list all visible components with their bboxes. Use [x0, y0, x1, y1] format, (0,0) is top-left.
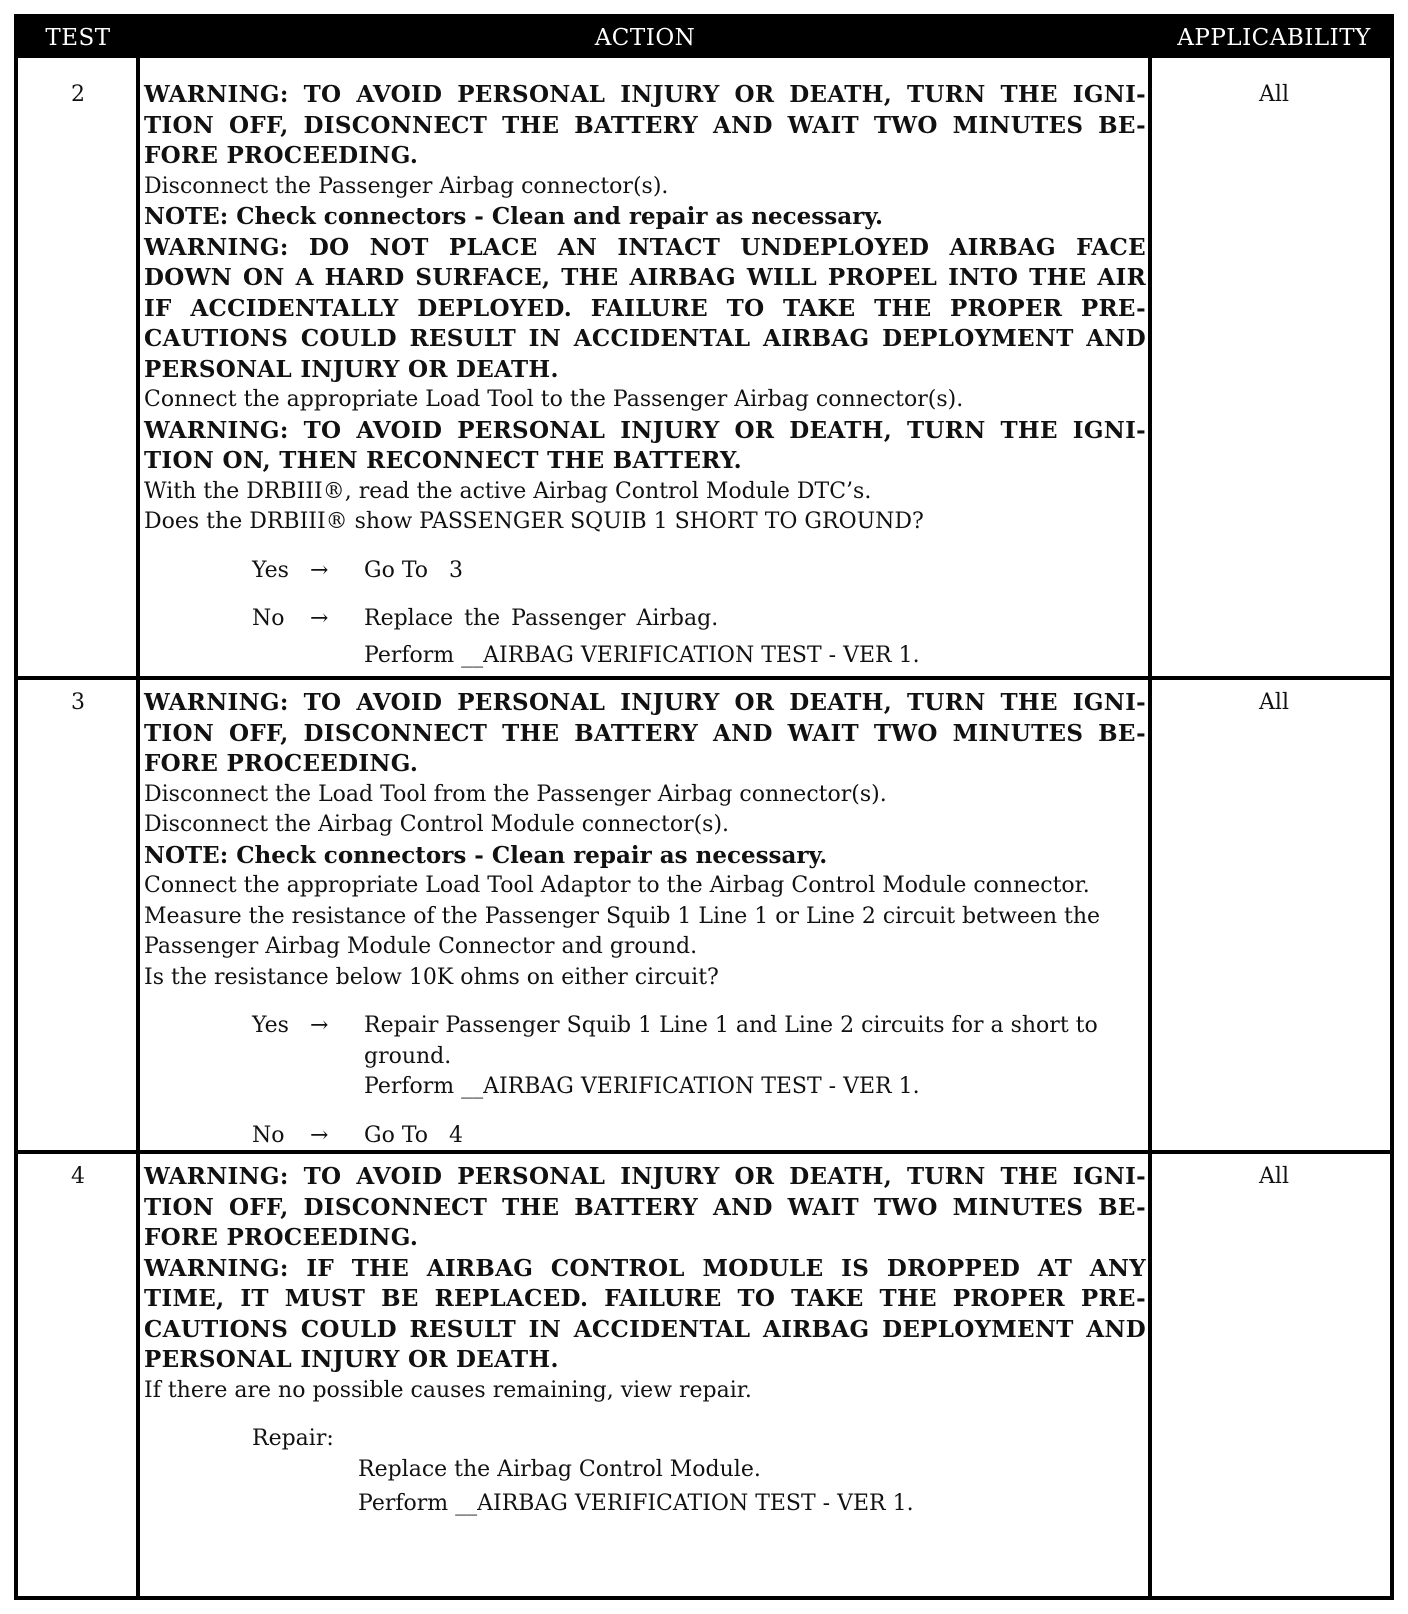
applicability-value: All — [1259, 690, 1289, 715]
arrow-icon: → — [310, 557, 329, 583]
table-header — [18, 18, 1390, 58]
step-text: Connect the appropriate Load Tool to the Passenger Airbag connector(s). — [144, 387, 964, 412]
yes-result: Repair Passenger Squib 1 Line 1 and Line 2 circuits for a short to ground. — [364, 1013, 1098, 1069]
action-cell — [144, 80, 1146, 666]
no-label: No — [252, 606, 285, 631]
question-text: Does the DRBIII® show PASSENGER SQUIB 1 SHORT TO GROUND? — [144, 509, 924, 534]
test-number: 3 — [71, 690, 85, 715]
question-text: Is the resistance below 10K ohms on either circuit? — [144, 964, 719, 990]
step-text: Measure the resistance of the Passenger Squib 1 Line 1 or Line 2 circuit between the Passenger Airbag Module Connector and ground. — [144, 903, 1101, 959]
diagnostic-table — [14, 14, 1394, 1600]
repair-block — [358, 1455, 1146, 1520]
test-number: 2 — [71, 82, 85, 107]
answer-yes — [252, 1011, 1146, 1103]
answer-no — [252, 604, 1146, 666]
yes-label: Yes — [252, 1013, 289, 1038]
warning-text: WARNING: IF THE AIRBAG CONTROL MODULE IS DROPPED AT ANY TIME, IT MUST BE REPLACED. FAILURE TO TAKE THE PROPER PRE- CAUTIONS COULD RESULT IN ACCIDENTAL AIRBAG DEPLOYMENT AND PERSONAL INJURY OR DEATH. — [144, 1254, 1146, 1373]
yes-label: Yes — [252, 557, 289, 583]
perform-test-text: Perform __AIRBAG VERIFICATION TEST - VER 1. — [358, 1491, 914, 1516]
answer-yes — [252, 556, 1146, 587]
action-cell — [144, 1162, 1146, 1520]
perform-test-text: Perform __AIRBAG VERIFICATION TEST - VER 1. — [364, 1074, 920, 1099]
no-result: Replace the Passenger Airbag. — [364, 606, 719, 631]
no-label: No — [252, 1123, 285, 1148]
step-text: Connect the appropriate Load Tool Adaptor to the Airbag Control Module connector. — [144, 873, 1090, 898]
warning-text: WARNING: TO AVOID PERSONAL INJURY OR DEATH, TURN THE IGNI- TION OFF, DISCONNECT THE BATTERY AND WAIT TWO MINUTES BE- FORE PROCEEDING. — [144, 689, 1146, 777]
no-result: Go To 4 — [364, 1123, 463, 1148]
table-row-test-3 — [18, 676, 1390, 1150]
action-cell — [144, 688, 1146, 1152]
header-test: TEST — [45, 25, 111, 51]
step-text: Disconnect the Airbag Control Module connector(s). — [144, 812, 730, 837]
warning-text: WARNING: TO AVOID PERSONAL INJURY OR DEATH, TURN THE IGNI- TION OFF, DISCONNECT THE BATTERY AND WAIT TWO MINUTES BE- FORE PROCEEDING. — [144, 1163, 1146, 1251]
arrow-icon: → — [310, 1123, 329, 1148]
table-row-test-4 — [18, 1150, 1390, 1600]
header-applicability: APPLICABILITY — [1177, 25, 1371, 51]
header-action: ACTION — [594, 25, 696, 51]
note-text: NOTE: Check connectors - Clean repair as necessary. — [144, 841, 828, 869]
step-text: If there are no possible causes remaining, view repair. — [144, 1377, 752, 1403]
warning-text: WARNING: TO AVOID PERSONAL INJURY OR DEATH, TURN THE IGNI- TION ON, THEN RECONNECT THE BATTERY. — [144, 416, 1146, 474]
arrow-icon: → — [310, 606, 329, 631]
step-text: With the DRBIII®, read the active Airbag Control Module DTC’s. — [144, 478, 872, 504]
yes-result: Go To 3 — [364, 557, 463, 583]
repair-text: Replace the Airbag Control Module. — [358, 1456, 761, 1482]
table-row-test-2 — [18, 54, 1390, 678]
answer-no — [252, 1121, 1146, 1152]
test-number: 4 — [71, 1164, 85, 1189]
step-text: Disconnect the Passenger Airbag connector(s). — [144, 173, 669, 199]
arrow-icon: → — [310, 1013, 329, 1038]
perform-test-text: Perform __AIRBAG VERIFICATION TEST - VER 1. — [364, 642, 920, 668]
applicability-value: All — [1259, 82, 1289, 107]
warning-text: WARNING: DO NOT PLACE AN INTACT UNDEPLOYED AIRBAG FACE DOWN ON A HARD SURFACE, THE AIRBAG WILL PROPEL INTO THE AIR IF ACCIDENTALLY DEPLOYED. FAILURE TO TAKE THE PROPER PRE- CAUTIONS COULD RESULT IN ACCIDENTAL AIRBAG DEPLOYMENT AND PERSONAL INJURY OR DEATH. — [144, 233, 1146, 383]
warning-text: WARNING: TO AVOID PERSONAL INJURY OR DEATH, TURN THE IGNI- TION OFF, DISCONNECT THE BATTERY AND WAIT TWO MINUTES BE- FORE PROCEEDING. — [144, 81, 1146, 169]
repair-label: Repair: — [252, 1426, 334, 1451]
note-text: NOTE: Check connectors - Clean and repair as necessary. — [144, 203, 883, 230]
step-text: Disconnect the Load Tool from the Passenger Airbag connector(s). — [144, 781, 887, 807]
applicability-value: All — [1259, 1164, 1289, 1189]
